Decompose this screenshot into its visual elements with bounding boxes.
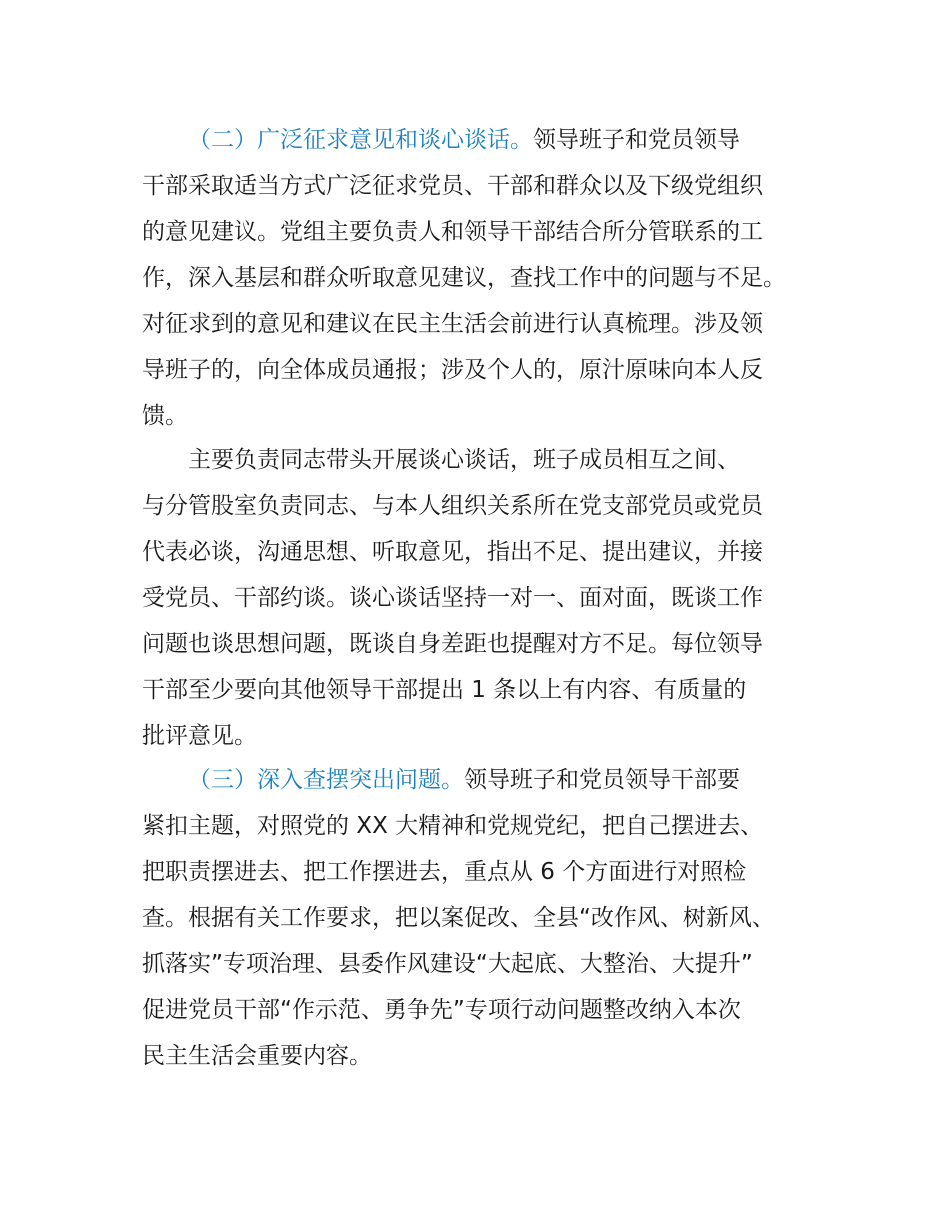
paragraph-line: 代表必谈，沟通思想、听取意见，指出不足、提出建议，并接 xyxy=(142,539,763,565)
section-heading: （二）广泛征求意见和谈心谈话。 xyxy=(188,127,533,153)
paragraph-line: 紧扣主题，对照党的 XX 大精神和党规党纪，把自己摆进去、 xyxy=(142,813,764,839)
paragraph-line: 把职责摆进去、把工作摆进去，重点从 6 个方面进行对照检 xyxy=(142,859,747,885)
paragraph-line: 主要负责同志带头开展谈心谈话，班子成员相互之间、 xyxy=(188,447,740,473)
paragraph-line: 干部至少要向其他领导干部提出 1 条以上有内容、有质量的 xyxy=(142,677,747,703)
paragraph-line xyxy=(142,757,842,803)
paragraph-line: 受党员、干部约谈。谈心谈话坚持一对一、面对面，既谈工作 xyxy=(142,585,763,611)
paragraph-line: 批评意见。 xyxy=(142,723,257,749)
paragraph-line: 抓落实”专项治理、县委作风建设“大起底、大整治、大提升” xyxy=(142,951,753,977)
line-text: 领导班子和党员领导干部要 xyxy=(464,767,740,793)
line-text: 领导班子和党员领导 xyxy=(533,127,740,153)
paragraph-line: 干部采取适当方式广泛征求党员、干部和群众以及下级党组织 xyxy=(142,173,763,199)
paragraph-line: 馈。 xyxy=(142,403,188,429)
paragraph-line: 导班子的，向全体成员通报；涉及个人的，原汁原味向本人反 xyxy=(142,357,763,383)
paragraph-line: 问题也谈思想问题，既谈自身差距也提醒对方不足。每位领导 xyxy=(142,631,763,657)
section-heart-to-heart-talks xyxy=(142,437,842,759)
section-heading: （三）深入查摆突出问题。 xyxy=(188,767,464,793)
paragraph-line: 查。根据有关工作要求，把以案促改、全县“改作风、树新风、 xyxy=(142,905,775,931)
paragraph-line xyxy=(142,117,842,163)
paragraph-line: 与分管股室负责同志、与本人组织关系所在党支部党员或党员 xyxy=(142,493,763,519)
section-solicit-opinions xyxy=(142,117,842,439)
section-identify-problems xyxy=(142,757,842,1079)
paragraph-line: 对征求到的意见和建议在民主生活会前进行认真梳理。涉及领 xyxy=(142,311,763,337)
paragraph-line: 作，深入基层和群众听取意见建议，查找工作中的问题与不足。 xyxy=(142,265,786,291)
paragraph-line: 促进党员干部“作示范、勇争先”专项行动问题整改纳入本次 xyxy=(142,997,741,1023)
paragraph-line: 民主生活会重要内容。 xyxy=(142,1043,372,1069)
paragraph-line: 的意见建议。党组主要负责人和领导干部结合所分管联系的工 xyxy=(142,219,763,245)
